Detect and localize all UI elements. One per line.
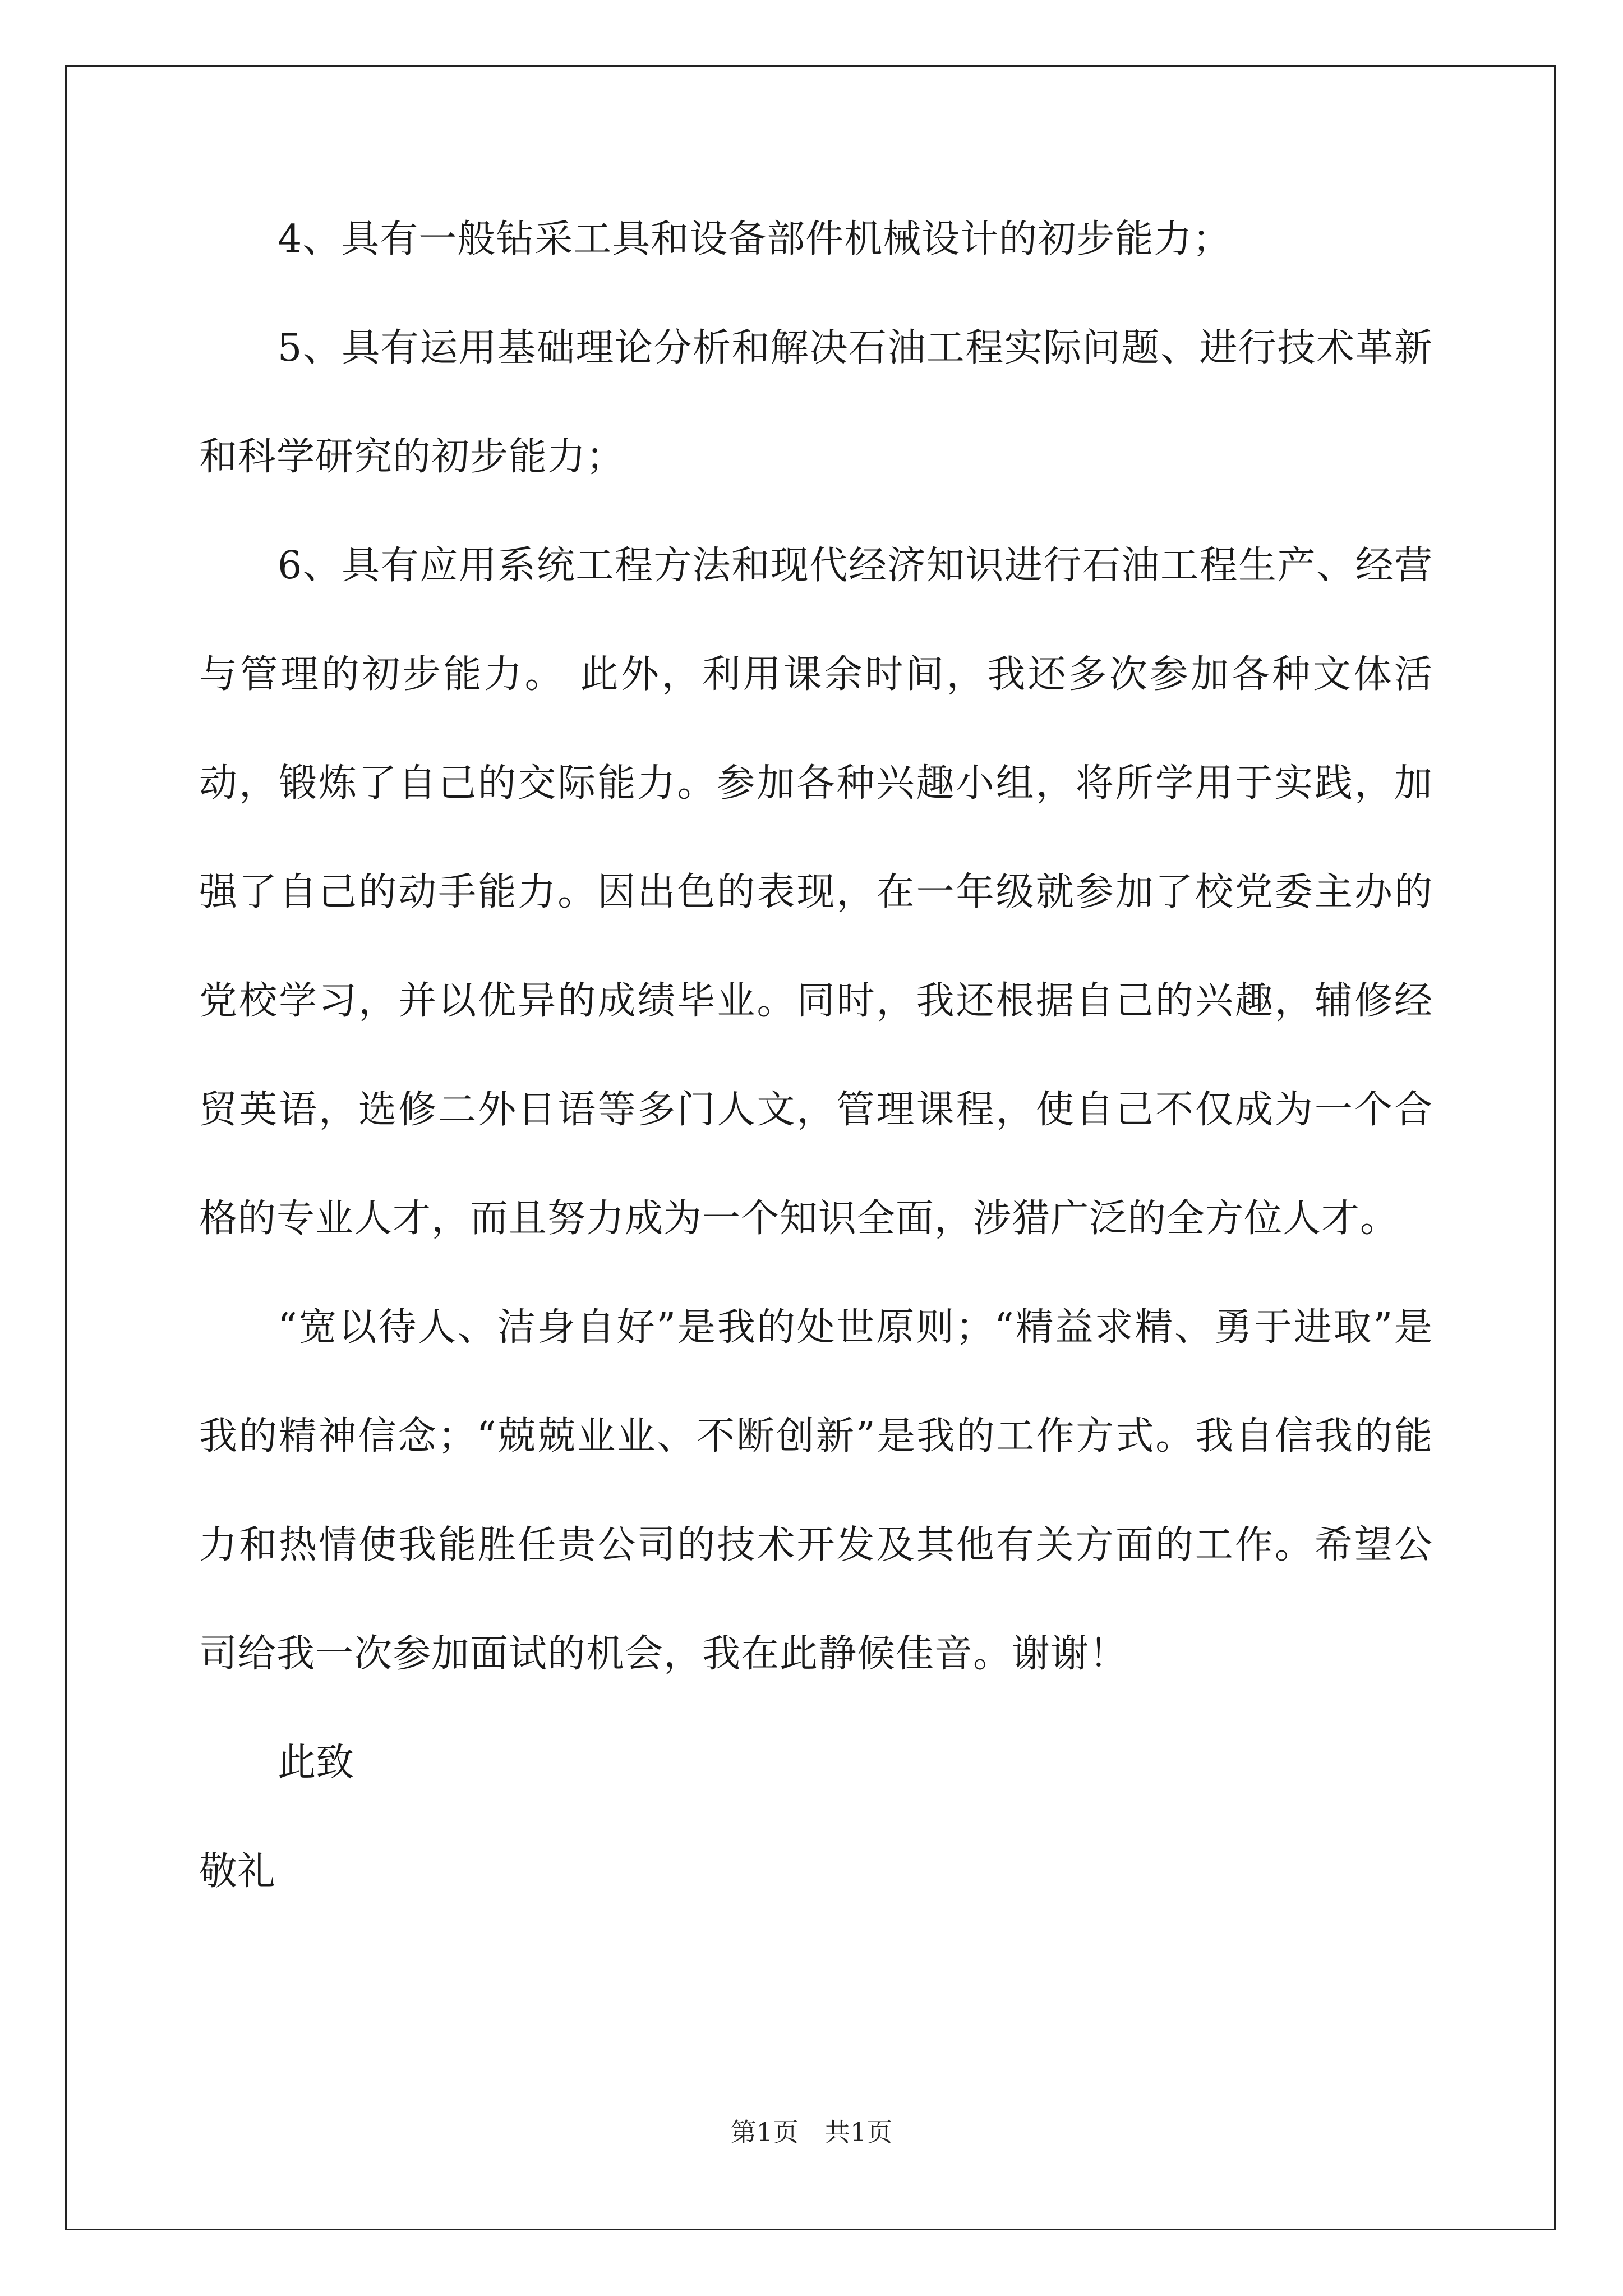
- paragraph-item-4: 4、具有一般钻采工具和设备部件机械设计的初步能力；: [278, 217, 1232, 261]
- paragraph-item-6: 6、具有应用系统工程方法和现代经济知识进行石油工程生产、经营与管理的初步能力。 此外，利用课余时间，我还多次参加各种文体活动，锻炼了自己的交际能力。参加各种兴趣小组，将所学用于实践，加强了自己的动手能力。因出色的表现，在一年级就参加了校党委主办的党校学习，并以优异的成绩毕业。同时，我还根据自己的兴趣，辅修经贸英语，选修二外日语等多门人文，管理课程，使自己不仅成为一个合格的专业人才，而且努力成为一个知识全面，涉猎广泛的全方位人才。: [199, 544, 1433, 1241]
- salutation: 敬礼: [199, 1849, 276, 1894]
- page-footer: 第1页 共1页: [730, 2117, 893, 2147]
- letter-body: [199, 185, 1433, 1926]
- paragraph-principles: “宽以待人、洁身自好”是我的处世原则；“精益求精、勇于进取”是我的精神信念；“兢兢业业、不断创新”是我的工作方式。我自信我的能力和热情使我能胜任贵公司的技术开发及其他有关方面的工作。希望公司给我一次参加面试的机会，我在此静候佳音。谢谢！: [199, 1305, 1433, 1676]
- closing-phrase: 此致: [278, 1741, 354, 1785]
- paragraph-item-5: 5、具有运用基础理论分析和解决石油工程实际问题、进行技术革新和科学研究的初步能力；: [199, 326, 1433, 479]
